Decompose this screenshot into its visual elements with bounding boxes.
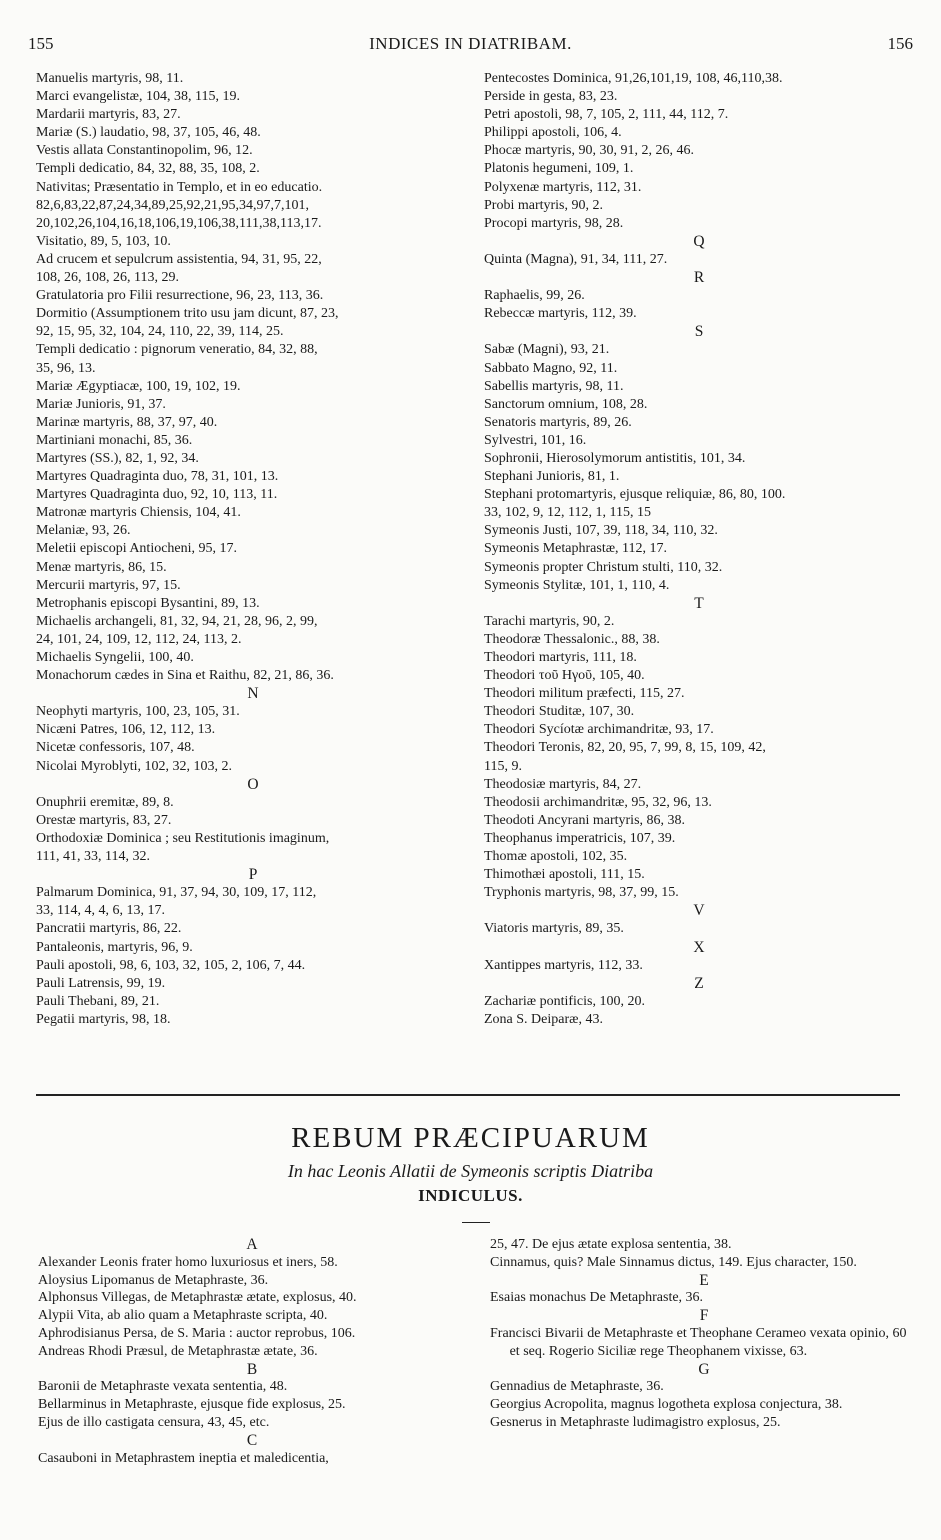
index-entry: Meletii episcopi Antiocheni, 95, 17. (36, 541, 238, 557)
index-entry: Theodosiæ martyris, 84, 27. (484, 776, 642, 792)
index-entry: Marci evangelistæ, 104, 38, 115, 19. (36, 89, 241, 105)
index-entry: Neophyti martyris, 100, 23, 105, 31. (36, 704, 240, 720)
index-entry: 82,6,83,22,87,24,34,89,25,92,21,95,34,97,7,101, (36, 197, 309, 213)
index-column-right (484, 70, 914, 1029)
index-entry: Martyres (SS.), 82, 1, 92, 34. (36, 450, 199, 466)
running-title: INDICES IN DIATRIBAM. (369, 34, 572, 53)
letter-heading: P (248, 866, 258, 884)
index-entry: Mercurii martyris, 97, 15. (36, 577, 181, 593)
index-entry: Gratulatoria pro Filii resurrectione, 96, 23, 113, 36. (36, 288, 324, 304)
index-entry: Orthodoxiæ Dominica ; seu Restitutionis imaginum, (36, 830, 330, 846)
index-entry: Symeonis Justi, 107, 39, 118, 34, 110, 32. (484, 523, 718, 539)
index-entry: Alphonsus Villegas, de Metaphrastæ ætate, explosus, 40. (38, 1290, 357, 1306)
index-entry: Sabellis martyris, 98, 11. (484, 378, 624, 394)
index-entry: Probi martyris, 90, 2. (484, 197, 603, 213)
index-entry: Martiniani monachi, 85, 36. (36, 432, 193, 448)
index-entry: Tryphonis martyris, 98, 37, 99, 15. (484, 885, 679, 901)
index-entry: Sanctorum omnium, 108, 28. (484, 396, 648, 412)
index-entry: Pauli apostoli, 98, 6, 103, 32, 105, 2, 106, 7, 44. (36, 957, 306, 973)
index-entry: Nicæni Patres, 106, 12, 112, 13. (36, 722, 216, 738)
section-subtitle-indiculus: INDICULUS. (418, 1186, 523, 1205)
index-entry: 115, 9. (484, 758, 522, 774)
index-entry: Rebeccæ martyris, 112, 39. (484, 306, 637, 322)
index-entry: Nativitas; Præsentatio in Templo, et in eo educatio. (36, 179, 323, 195)
index-entry: Theodosii archimandritæ, 95, 32, 96, 13. (484, 794, 712, 810)
index-entry: 33, 102, 9, 12, 112, 1, 115, 15 (484, 505, 651, 521)
index-entry: Mardarii martyris, 83, 27. (36, 107, 181, 123)
index-entry: Phocæ martyris, 90, 30, 91, 2, 26, 46. (484, 143, 694, 159)
index-entry: Visitatio, 89, 5, 103, 10. (36, 233, 171, 249)
index-entry: Perside in gesta, 83, 23. (484, 89, 618, 105)
index-entry: Aphrodisianus Persa, de S. Maria : auctor reprobus, 106. (38, 1325, 356, 1341)
page-header (28, 34, 913, 58)
index-entry: Tarachi martyris, 90, 2. (484, 613, 615, 629)
index-entry: Pantaleonis, martyris, 96, 9. (36, 939, 193, 955)
letter-heading: B (246, 1360, 258, 1378)
index-entry: Ejus de illo castigata censura, 43, 45, etc. (38, 1414, 270, 1430)
index-entry: Pentecostes Dominica, 91,26,101,19, 108, 46,110,38. (484, 71, 783, 86)
index-entry: Templi dedicatio, 84, 32, 88, 35, 108, 2. (36, 161, 260, 177)
index-entry: Pancratii martyris, 86, 22. (36, 921, 182, 937)
index-entry: 33, 114, 4, 4, 6, 13, 17. (36, 903, 165, 919)
index-entry: Vestis allata Constantinopolim, 96, 12. (36, 143, 253, 159)
index-entry: Stephani protomartyris, ejusque reliquiæ, 86, 80, 100. (484, 487, 786, 503)
letter-heading: O (247, 775, 259, 793)
letter-heading: N (247, 685, 259, 703)
index-entry: Viatoris martyris, 89, 35. (484, 921, 624, 937)
index-entry: Michaelis Syngelii, 100, 40. (36, 650, 194, 665)
index-entry: Zona S. Deiparæ, 43. (484, 1011, 603, 1027)
index-entry: Martyres Quadraginta duo, 92, 10, 113, 11. (36, 487, 278, 503)
index-entry: Theodori Studitæ, 107, 30. (484, 704, 635, 720)
letter-heading: A (246, 1236, 258, 1253)
index-entry: Pegatii martyris, 98, 18. (36, 1011, 171, 1027)
index-entry: Dormitio (Assumptionem trito usu jam dicunt, 87, 23, (36, 306, 339, 322)
index-entry: Senatoris martyris, 89, 26. (484, 414, 632, 430)
letter-heading: F (699, 1307, 709, 1325)
index-entry: Philippi apostoli, 106, 4. (484, 125, 622, 141)
index-entry: Sabæ (Magni), 93, 21. (484, 342, 610, 358)
index-entry: Georgius Acropolita, magnus logotheta explosa conjectura, 38. (490, 1397, 843, 1413)
index-entry: Symeonis propter Christum stulti, 110, 32. (484, 559, 723, 575)
section-subtitle: In hac Leonis Allatii de Symeonis scriptis Diatriba (287, 1161, 654, 1181)
index-entry: Bellarminus in Metaphraste, ejusque fide explosus, 25. (38, 1397, 346, 1413)
index-entry: 24, 101, 24, 109, 12, 112, 24, 113, 2. (36, 631, 242, 647)
index-entry: Francisci Bivarii de Metaphraste et Theophane Cerameo vexata opinio, 60 et seq. Rogerio Siciliæ rege Theophanem vixisse, 63. (490, 1325, 907, 1359)
index-entry: Theodoti Ancyrani martyris, 86, 38. (484, 812, 686, 828)
index-entry: Mariæ Ægyptiacæ, 100, 19, 102, 19. (36, 378, 241, 394)
index-entry: Thomæ apostoli, 102, 35. (484, 849, 628, 865)
index-entry: Theodori militum præfecti, 115, 27. (484, 686, 685, 702)
letter-heading: S (694, 323, 704, 341)
index-entry: Sylvestri, 101, 16. (484, 432, 587, 448)
index-entry: Platonis hegumeni, 109, 1. (484, 161, 634, 177)
index-entry: Palmarum Dominica, 91, 37, 94, 30, 109, 17, 112, (36, 885, 317, 901)
index-entry: Theodori Sycíotæ archimandritæ, 93, 17. (484, 722, 714, 738)
index-entry: 108, 26, 108, 26, 113, 29. (36, 270, 179, 286)
index-entry: Pauli Latrensis, 99, 19. (36, 975, 166, 991)
index-entry: Andreas Rhodi Præsul, de Metaphrastæ ætate, 36. (38, 1343, 318, 1359)
indiculus-column-left (38, 1236, 466, 1467)
index-entry: Theophanus imperatricis, 107, 39. (484, 830, 676, 846)
index-entry: Theodori martyris, 111, 18. (484, 650, 637, 665)
index-entry: Stephani Junioris, 81, 1. (484, 469, 620, 485)
section-divider (36, 1094, 900, 1096)
index-entry: Cinnamus, quis? Male Sinnamus dictus, 149. Ejus character, 150. (490, 1254, 857, 1270)
letter-heading: E (699, 1271, 709, 1289)
index-entry: Pauli Thebani, 89, 21. (36, 993, 160, 1009)
index-entry: 25, 47. De ejus ætate explosa sententia, 38. (490, 1237, 732, 1252)
page-number-right: 156 (887, 34, 913, 53)
index-entry: Mariæ Junioris, 91, 37. (36, 396, 166, 412)
index-column-left (36, 70, 470, 1029)
index-entry: Petri apostoli, 98, 7, 105, 2, 111, 44, 112, 7. (484, 107, 729, 123)
index-entry: Martyres Quadraginta duo, 78, 31, 101, 13. (36, 469, 279, 485)
index-entry: Xantippes martyris, 112, 33. (484, 957, 643, 973)
page-number-left: 155 (28, 34, 54, 53)
index-entry: Thimothæi apostoli, 111, 15. (484, 867, 645, 883)
index-entry: Symeonis Metaphrastæ, 112, 17. (484, 541, 668, 557)
index-entry: Metrophanis episcopi Bysantini, 89, 13. (36, 595, 260, 611)
index-entry: Templi dedicatio : pignorum veneratio, 84, 32, 88, (36, 342, 318, 358)
short-divider (462, 1222, 490, 1223)
index-entry: Esaias monachus De Metaphraste, 36. (490, 1290, 704, 1306)
index-entry: Theodori Teronis, 82, 20, 95, 7, 99, 8, 15, 109, 42, (484, 740, 766, 756)
index-entry: 111, 41, 33, 114, 32. (36, 849, 150, 865)
index-entry: Raphaelis, 99, 26. (484, 288, 585, 304)
letter-heading: Z (694, 974, 704, 992)
index-entry: 92, 15, 95, 32, 104, 24, 110, 22, 39, 114, 25. (36, 324, 284, 340)
index-entry: Theodori τοῦ Ηγοῦ, 105, 40. (484, 668, 645, 684)
index-entry: 35, 96, 13. (36, 360, 96, 376)
letter-heading: T (694, 594, 704, 612)
indiculus-column-right (490, 1236, 918, 1432)
index-entry: Alexander Leonis frater homo luxuriosus et iners, 58. (38, 1254, 338, 1270)
index-entry: Mariæ (S.) laudatio, 98, 37, 105, 46, 48. (36, 125, 261, 141)
letter-heading: X (693, 938, 705, 956)
index-entry: Procopi martyris, 98, 28. (484, 215, 624, 231)
index-entry: Zachariæ pontificis, 100, 20. (484, 993, 645, 1009)
index-entry: 20,102,26,104,16,18,106,19,106,38,111,38,113,17. (36, 215, 322, 231)
index-entry: Michaelis archangeli, 81, 32, 94, 21, 28, 96, 2, 99, (36, 613, 318, 629)
letter-heading: Q (693, 232, 705, 250)
index-entry: Gennadius de Metaphraste, 36. (490, 1379, 664, 1395)
index-entry: Monachorum cædes in Sina et Raithu, 82, 21, 86, 36. (36, 668, 334, 684)
index-entry: Manuelis martyris, 98, 11. (36, 71, 184, 86)
index-entry: Melaniæ, 93, 26. (36, 523, 131, 539)
index-entry: Nicolai Myroblyti, 102, 32, 103, 2. (36, 758, 232, 774)
index-entry: Aloysius Lipomanus de Metaphraste, 36. (38, 1272, 269, 1288)
index-entry: Casauboni in Metaphrastem ineptia et maledicentia, (38, 1450, 329, 1466)
index-entry: Nicetæ confessoris, 107, 48. (36, 740, 195, 756)
index-entry: Sabbato Magno, 92, 11. (484, 360, 618, 376)
letter-heading: V (693, 902, 705, 920)
index-entry: Polyxenæ martyris, 112, 31. (484, 179, 642, 195)
index-entry: Sophronii, Hierosolymorum antistitis, 101, 34. (484, 450, 746, 466)
index-entry: Orestæ martyris, 83, 27. (36, 812, 172, 828)
index-entry: Quinta (Magna), 91, 34, 111, 27. (484, 251, 668, 267)
index-entry: Menæ martyris, 86, 15. (36, 559, 167, 575)
index-entry: Gesnerus in Metaphraste ludimagistro explosus, 25. (490, 1414, 781, 1430)
letter-heading: C (246, 1431, 258, 1449)
index-entry: Theodoræ Thessalonic., 88, 38. (484, 631, 660, 647)
index-entry: Matronæ martyris Chiensis, 104, 41. (36, 505, 241, 521)
index-entry: Ad crucem et sepulcrum assistentia, 94, 31, 95, 22, (36, 251, 322, 267)
index-entry: Baronii de Metaphraste vexata sententia, 48. (38, 1379, 288, 1395)
letter-heading: R (693, 269, 705, 287)
index-entry: Onuphrii eremitæ, 89, 8. (36, 794, 174, 810)
index-entry: Marinæ martyris, 88, 37, 97, 40. (36, 414, 218, 430)
index-entry: Alypii Vita, ab alio quam a Metaphraste scripta, 40. (38, 1308, 328, 1324)
index-entry: Symeonis Stylitæ, 101, 1, 110, 4. (484, 577, 670, 593)
section-title: REBUM PRÆCIPUARUM (291, 1122, 650, 1154)
letter-heading: G (698, 1360, 710, 1378)
